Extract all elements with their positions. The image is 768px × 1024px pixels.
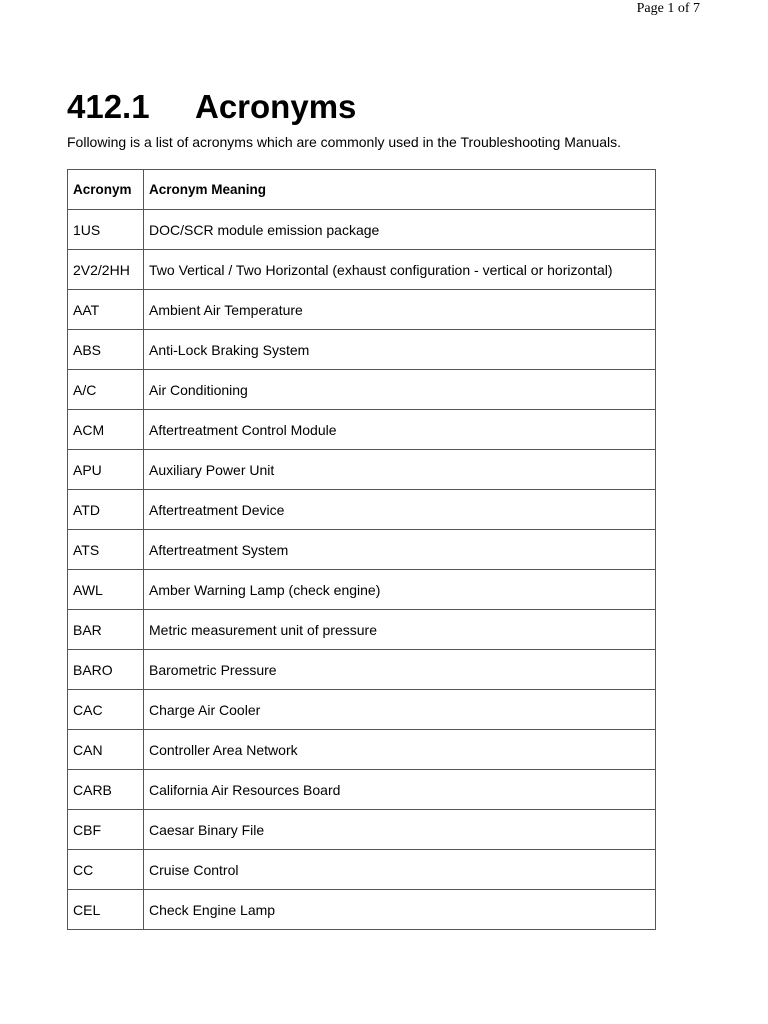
section-number: 412.1 xyxy=(67,88,150,125)
meaning-cell: Aftertreatment Control Module xyxy=(144,410,656,450)
table-row xyxy=(68,610,656,650)
table-row xyxy=(68,730,656,770)
meaning-cell: Air Conditioning xyxy=(144,370,656,410)
acronym-table xyxy=(67,169,656,930)
meaning-cell: Auxiliary Power Unit xyxy=(144,450,656,490)
table-row xyxy=(68,770,656,810)
acronym-cell: ATD xyxy=(68,490,144,530)
meaning-cell: Controller Area Network xyxy=(144,730,656,770)
table-row xyxy=(68,810,656,850)
table-row xyxy=(68,690,656,730)
table-row xyxy=(68,650,656,690)
section-title: Acronyms xyxy=(195,88,357,125)
acronym-cell: 2V2/2HH xyxy=(68,250,144,290)
meaning-cell: Caesar Binary File xyxy=(144,810,656,850)
acronym-cell: BARO xyxy=(68,650,144,690)
acronym-cell: CARB xyxy=(68,770,144,810)
table-row xyxy=(68,850,656,890)
meaning-cell: Anti-Lock Braking System xyxy=(144,330,656,370)
meaning-cell: Barometric Pressure xyxy=(144,650,656,690)
column-header-acronym: Acronym xyxy=(68,170,144,210)
table-row xyxy=(68,530,656,570)
meaning-cell: Cruise Control xyxy=(144,850,656,890)
table-row xyxy=(68,410,656,450)
meaning-cell: Aftertreatment System xyxy=(144,530,656,570)
meaning-cell: Ambient Air Temperature xyxy=(144,290,656,330)
table-row xyxy=(68,370,656,410)
meaning-cell: Charge Air Cooler xyxy=(144,690,656,730)
acronym-cell: ACM xyxy=(68,410,144,450)
acronym-cell: BAR xyxy=(68,610,144,650)
section-heading xyxy=(67,86,356,128)
table-row xyxy=(68,890,656,930)
table-row xyxy=(68,570,656,610)
acronym-cell: CAN xyxy=(68,730,144,770)
acronym-cell: CBF xyxy=(68,810,144,850)
page-number: Page 1 of 7 xyxy=(636,1,700,16)
meaning-cell: Metric measurement unit of pressure xyxy=(144,610,656,650)
table-row xyxy=(68,210,656,250)
meaning-cell: Amber Warning Lamp (check engine) xyxy=(144,570,656,610)
acronym-cell: A/C xyxy=(68,370,144,410)
acronym-cell: ABS xyxy=(68,330,144,370)
table-row xyxy=(68,250,656,290)
intro-paragraph: Following is a list of acronyms which are commonly used in the Troubleshooting Manuals. xyxy=(67,134,622,150)
acronym-cell: CAC xyxy=(68,690,144,730)
meaning-cell: Check Engine Lamp xyxy=(144,890,656,930)
column-header-meaning: Acronym Meaning xyxy=(144,170,656,210)
acronym-cell: APU xyxy=(68,450,144,490)
acronym-cell: CC xyxy=(68,850,144,890)
acronym-cell: CEL xyxy=(68,890,144,930)
table-row xyxy=(68,330,656,370)
meaning-cell: Aftertreatment Device xyxy=(144,490,656,530)
acronym-cell: 1US xyxy=(68,210,144,250)
meaning-cell: Two Vertical / Two Horizontal (exhaust configuration - vertical or horizontal) xyxy=(144,250,656,290)
table-row xyxy=(68,290,656,330)
acronym-cell: AAT xyxy=(68,290,144,330)
meaning-cell: California Air Resources Board xyxy=(144,770,656,810)
table-row xyxy=(68,490,656,530)
table-header-row xyxy=(68,170,656,210)
acronym-cell: AWL xyxy=(68,570,144,610)
meaning-cell: DOC/SCR module emission package xyxy=(144,210,656,250)
table-row xyxy=(68,450,656,490)
acronym-cell: ATS xyxy=(68,530,144,570)
